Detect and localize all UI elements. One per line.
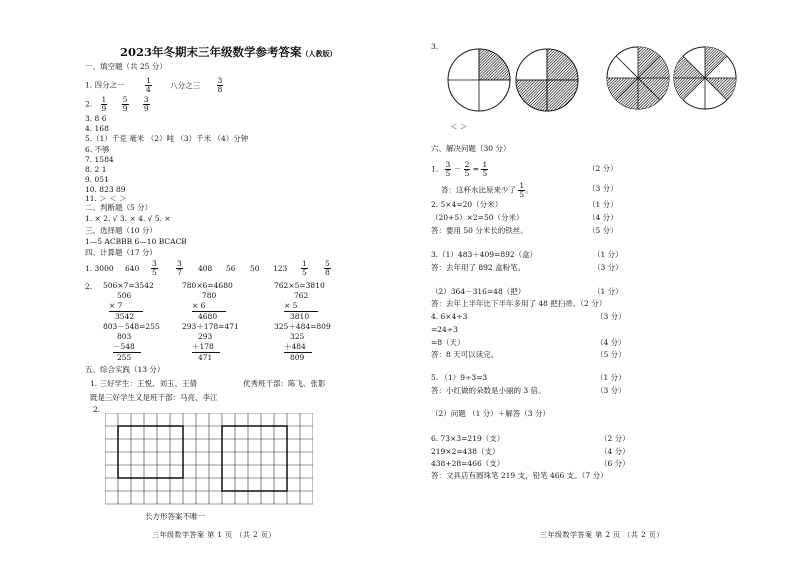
solve-q3-points-1: （1 分）	[593, 250, 623, 259]
calc1-fraction-2: $\frac{3}{7}$	[177, 259, 182, 277]
calc2-label: 2.	[85, 282, 93, 291]
q1-fraction-2: $\frac{3}{8}$	[217, 76, 223, 94]
r1-minus: －	[453, 164, 462, 174]
section-2-heading: 二、判断题（5 分）	[85, 203, 153, 212]
calc2-column-2	[182, 281, 262, 363]
r1-equals: =	[472, 164, 480, 174]
solve-q4-points-4: （5 分）	[596, 350, 626, 359]
solve-q5-line-2: 答：小红做的朵数是小丽的 3 倍。	[431, 386, 546, 395]
calc1-item-1: 640	[125, 264, 140, 273]
page-title	[120, 44, 337, 60]
q1-text-a: 1. 四分之一	[85, 80, 125, 90]
practice-q1-c: 既是三好学生又是班干部：马亮、李江	[90, 393, 218, 402]
calc2-col1-prod: 3542	[115, 312, 135, 321]
calc2-col3-eq2: 325＋484=809	[274, 322, 331, 331]
fill-q2	[85, 96, 150, 113]
calc1-fraction-3: $\frac{1}{5}$	[302, 259, 307, 277]
calc2-col2-eq1: 780×6=4680	[182, 281, 233, 290]
practice-q1-a: 1. 三好学生：王悦、刘玉、王倩	[90, 379, 198, 388]
fill-q7: 7. 1584	[85, 155, 114, 164]
calc2-col2-a: 293	[198, 332, 213, 341]
calc2-col3-eq1: 762×5=3810	[274, 281, 325, 290]
r1-answer-text: 答：这杯水比原来少了	[441, 185, 516, 195]
r1-answer	[441, 182, 533, 199]
fill-q3: 3. 8 6	[85, 114, 107, 123]
fill-q11: 11. ＞ ＜ ＞	[85, 194, 127, 203]
title-edition: （人教版）	[301, 49, 337, 58]
q1-fraction-1: $\frac{1}{4}$	[145, 76, 151, 94]
rectangle-answer-2	[222, 426, 287, 491]
calc2-col1-eq1: 506×7=3542	[103, 281, 154, 290]
fill-q4: 4. 168	[85, 124, 109, 133]
calc2-col3-prod: 3810	[290, 312, 310, 321]
calc2-col2-mul: × 6	[192, 301, 226, 312]
q2-fraction-3: $\frac{3}{9}$	[143, 95, 149, 113]
choice-answers: 1—5 ACBBB 6—10 BCACB	[85, 237, 187, 246]
r1-fraction-2: $\frac{2}{5}$	[464, 160, 470, 178]
calc2-col3-top: 762	[294, 291, 309, 300]
calc1-fraction-1: $\frac{3}{5}$	[152, 259, 157, 277]
solve-q6-line-4: 答：文具店有圆珠笔 219 支，铅笔 466 支。（7 分）	[431, 471, 608, 480]
solve-q3-line-1: 3.（1）483＋409=892（盒）	[431, 250, 538, 259]
solve-q2-points-3: （5 分）	[588, 226, 618, 235]
r1-points: （2 分）	[588, 164, 618, 173]
calc2-col1-mul: × 7	[109, 301, 143, 312]
solve-q4-line-2: =24÷3	[431, 325, 458, 334]
calc1-fraction-4: $\frac{5}{8}$	[325, 259, 330, 277]
calc2-col1-eq2: 803－548=255	[103, 322, 160, 331]
q2-fraction-2: $\frac{5}{9}$	[122, 95, 128, 113]
calc1-item-4: 50	[250, 264, 260, 273]
circle-2	[514, 47, 580, 113]
calc2-col1-sub: －548	[113, 342, 141, 353]
solve-q2-line-1: 2. 5×4=20（分米）	[431, 200, 503, 209]
r1-fraction-1: $\frac{3}{5}$	[445, 160, 451, 178]
r1-answer-points: （3 分）	[588, 184, 618, 193]
q2-label: 2.	[85, 99, 93, 109]
fraction-circles-label: 3.	[431, 42, 439, 51]
solve-q3-line-2: 答：去年用了 892 盒粉笔。	[431, 263, 526, 272]
practice-q1-b: 优秀班干部：陈飞、张影	[243, 379, 326, 388]
fill-q9: 9. 051	[85, 175, 109, 184]
calc2-col2-sub: ＋178	[192, 342, 220, 353]
calc2-col1-top: 506	[117, 291, 132, 300]
circle-1	[446, 47, 512, 113]
solve-q6-points-3: （6 分）	[600, 459, 630, 468]
section-5-heading: 五、综合实践（13 分）	[85, 365, 165, 374]
fill-q1	[85, 77, 223, 94]
calc2-col2-prod: 4680	[198, 312, 218, 321]
compare-signs: ＜ ＞	[450, 122, 468, 131]
section-3-heading: 三、选择题（10 分）	[85, 226, 157, 235]
practice-q2-label: 2.	[93, 405, 101, 414]
calc2-column-3	[274, 281, 354, 363]
calc2-col1-res: 255	[117, 353, 132, 362]
section-6-heading: 六、解决问题（30 分）	[431, 144, 511, 153]
fill-q6: 6. 不够	[85, 145, 110, 154]
calc1-item-2: 408	[198, 264, 213, 273]
calc2-col2-res: 471	[198, 353, 213, 362]
r1-label: 1.	[431, 164, 439, 174]
section-1-heading: 一、填空题（共 25 分）	[85, 62, 167, 71]
r1-fraction-3: $\frac{1}{5}$	[482, 160, 488, 178]
calc2-col3-sub: ＋484	[284, 342, 312, 353]
footer-page-2: 三年级数学答案 第 2 页 （共 2 页）	[540, 531, 664, 539]
rectangle-grid	[105, 413, 313, 509]
calc1-item-5: 123	[273, 264, 288, 273]
r1-answer-fraction: $\frac{1}{5}$	[519, 181, 525, 199]
section-4-heading: 四、计算题（17 分）	[85, 248, 157, 257]
solve-q5-points-2: （3 分）	[596, 386, 626, 395]
solve-q4-line-4: 答：8 天可以读完。	[431, 350, 499, 359]
calc2-col1-a: 803	[117, 332, 132, 341]
calc1-label: 1. 3000	[85, 264, 114, 273]
fill-q8: 8. 2 1	[85, 165, 107, 174]
solve-q2-line-3: 答：要用 50 分米长的铁丝。	[431, 226, 528, 235]
calc2-col3-res: 809	[290, 353, 305, 362]
solve-q4-points-1: （3 分）	[596, 312, 626, 321]
grid-caption: 长方形答案不唯一	[145, 512, 205, 521]
solve-q6-line-3: 438+28=466（支）	[431, 459, 505, 468]
solve-q3-line-3: （2）364－316=48（把）	[431, 287, 526, 296]
calc2-col2-eq2: 293＋178=471	[182, 322, 239, 331]
calc2-col3-a: 325	[290, 332, 305, 341]
judge-answers: 1. × 2. √ 3. × 4. √ 5. ×	[85, 214, 171, 223]
fill-q10: 10. 823 89	[85, 185, 126, 194]
solve-q5-line-3: （2）问题 （1 分）＋解答（3 分）	[431, 409, 550, 418]
circle-4	[672, 45, 738, 111]
solve-q5-points-1: （1 分）	[596, 373, 626, 382]
solve-q1	[431, 161, 488, 178]
circle-3	[605, 45, 671, 111]
solve-q5-line-1: 5. （1）9÷3=3	[431, 373, 488, 382]
solve-q6-line-1: 6. 73×3=219（支）	[431, 434, 505, 443]
calc2-col2-top: 780	[202, 291, 217, 300]
solve-q2-points-2: （4 分）	[588, 213, 618, 222]
q2-fraction-1: $\frac{1}{9}$	[101, 95, 107, 113]
solve-q6-points-2: （4 分）	[600, 447, 630, 456]
solve-q3-line-4: 答：去年上半年比下半年多用了 48 把扫帚。（2 分）	[431, 299, 607, 308]
solve-q4-line-3: =8（天）	[431, 338, 465, 347]
solve-q6-line-2: 219×2=438（支）	[431, 447, 500, 456]
solve-q4-points-3: （4 分）	[596, 338, 626, 347]
solve-q2-points-1: （1 分）	[588, 200, 618, 209]
solve-q3-points-3: （1 分）	[593, 287, 623, 296]
footer-page-1: 三年级数学答案 第 1 页 （共 2 页）	[152, 531, 276, 539]
solve-q2-line-2: （20+5）×2=50（分米）	[431, 213, 524, 222]
calc2-col3-mul: × 5	[284, 301, 318, 312]
fill-q5: 5.（1）千克 毫米 （2）吨 （3）千米 （4）分钟	[85, 134, 249, 143]
solve-q4-line-1: 4. 6×4÷3	[431, 312, 468, 321]
solve-q6-points-1: （2 分）	[600, 434, 630, 443]
q1-text-b: 八分之三	[170, 80, 201, 90]
calc1-item-3: 56	[226, 264, 236, 273]
r1-answer-period: 。	[525, 185, 533, 195]
calc2-column-1	[103, 281, 183, 363]
solve-q3-points-2: （3 分）	[593, 263, 623, 272]
title-text: 2023年冬期末三年级数学参考答案	[120, 45, 302, 59]
